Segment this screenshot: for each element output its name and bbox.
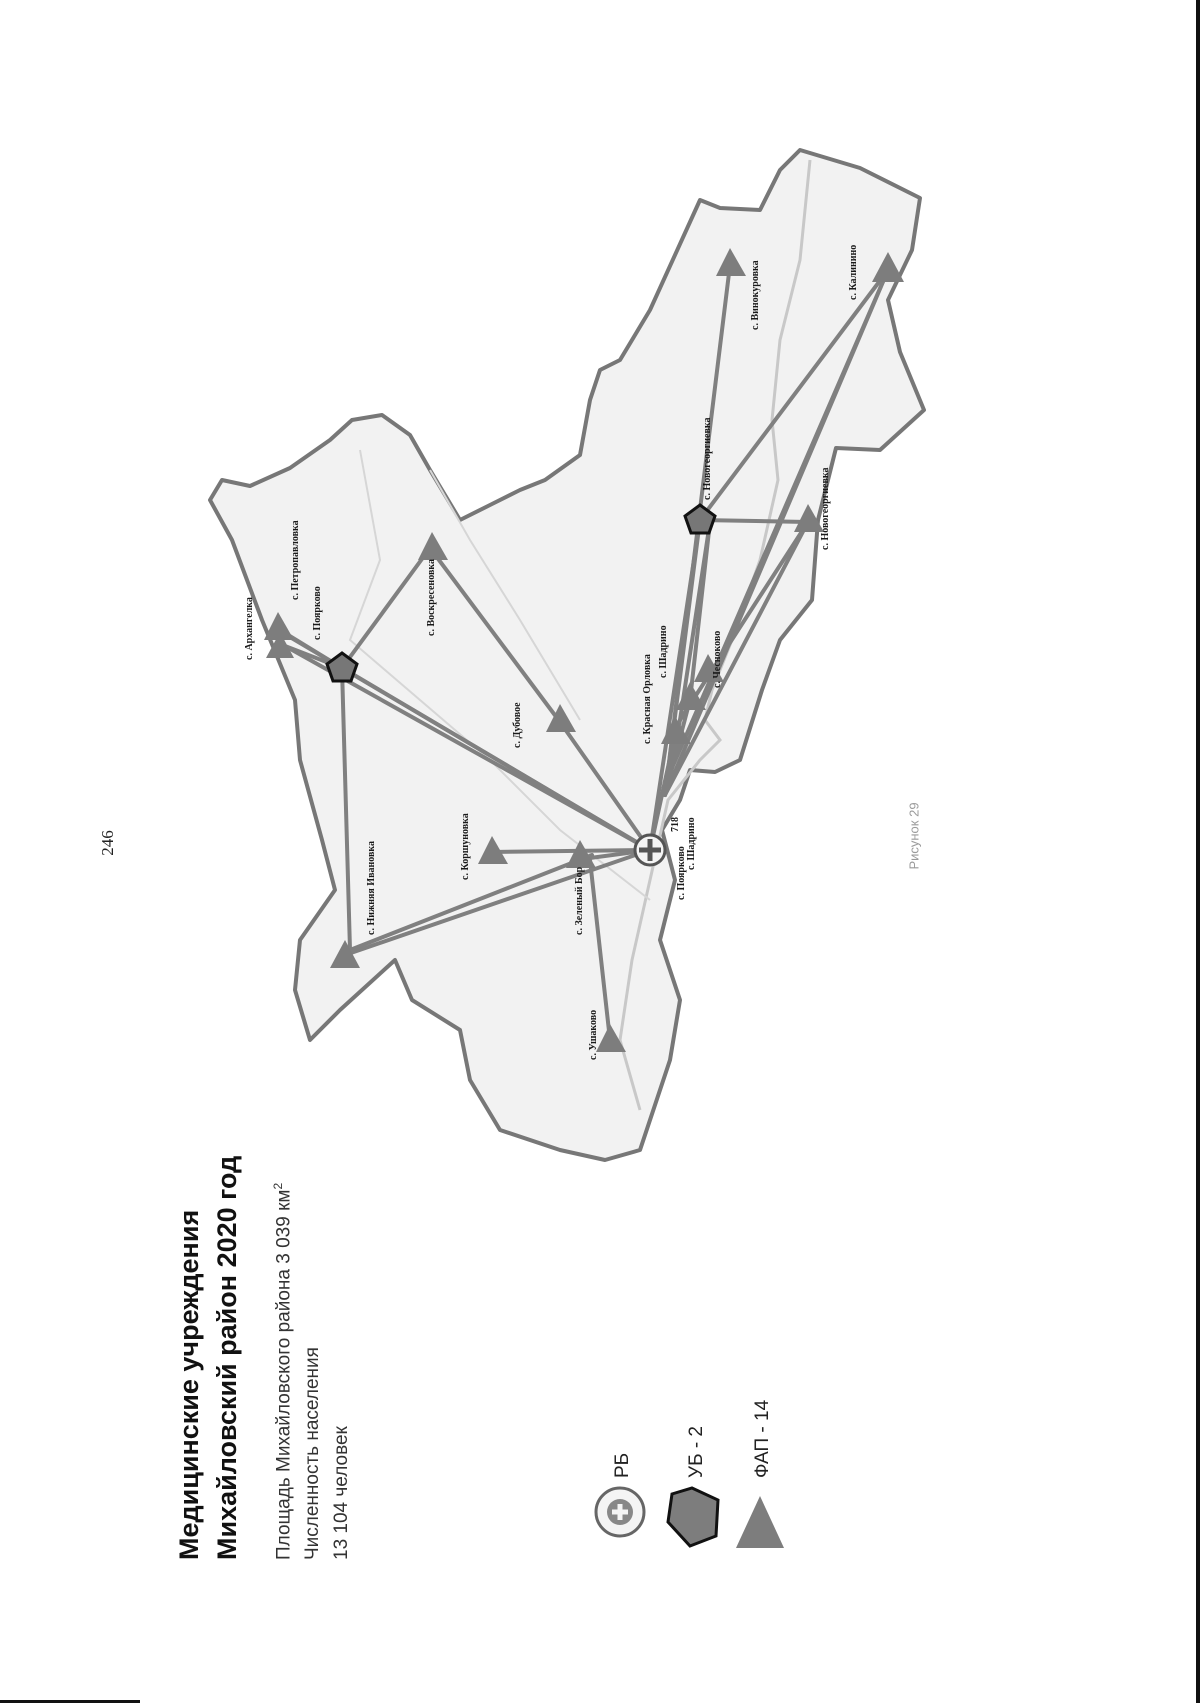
legend-ub-label: УБ - 2 [686, 1426, 707, 1478]
hospital-label: 718 [670, 817, 681, 832]
population-label: Численность населения [302, 1347, 324, 1560]
page-number: 246 [98, 830, 117, 856]
village-label: с. Шадрино [686, 817, 697, 870]
population-value: 13 104 человек [331, 1426, 353, 1560]
area-unit-sup: 2 [271, 1182, 285, 1190]
legend-rb-icon [596, 1488, 644, 1536]
village-label: с. Чесноково [712, 630, 723, 688]
legend-rb-label: РБ [612, 1452, 633, 1478]
village-label: с. Поярково [312, 586, 323, 640]
title-line-2: Михайловский район 2020 год [212, 1155, 242, 1560]
title-line-1: Медицинские учреждения [174, 1209, 204, 1560]
village-label: с. Воскресеновка [426, 559, 437, 636]
village-label: с. Новогеоргиевка [820, 467, 831, 550]
village-label: с. Красная Орловка [642, 654, 653, 744]
village-label: с. Дубовое [512, 702, 523, 748]
village-label: с. Новогеоргиевка [702, 417, 713, 500]
village-label: с. Зеленый Бор [574, 866, 585, 935]
area-text [264, 920, 298, 1560]
village-label: с. Коршуновка [460, 813, 471, 880]
village-label: с. Нижняя Ивановка [366, 840, 377, 935]
village-label: с. Архангелка [244, 597, 255, 660]
area-value: Площадь Михайловского района 3 039 км [273, 1189, 295, 1560]
village-label: с. Петропавловка [290, 520, 301, 600]
village-label: с. Винокуровка [750, 260, 761, 330]
figure-label: Рисунок 29 [906, 802, 922, 870]
legend-fap-label: ФАП - 14 [752, 1399, 773, 1478]
rb-marker [635, 835, 665, 865]
village-label: с. Ушаково [588, 1009, 599, 1060]
legend [596, 1399, 784, 1548]
village-label: с. Калинино [848, 244, 859, 300]
village-label: с. Поярково [676, 846, 687, 900]
legend-fap-icon [736, 1496, 784, 1548]
info-block [170, 920, 356, 1560]
legend-ub-icon [668, 1488, 718, 1546]
village-label: с. Шадрино [658, 625, 669, 678]
